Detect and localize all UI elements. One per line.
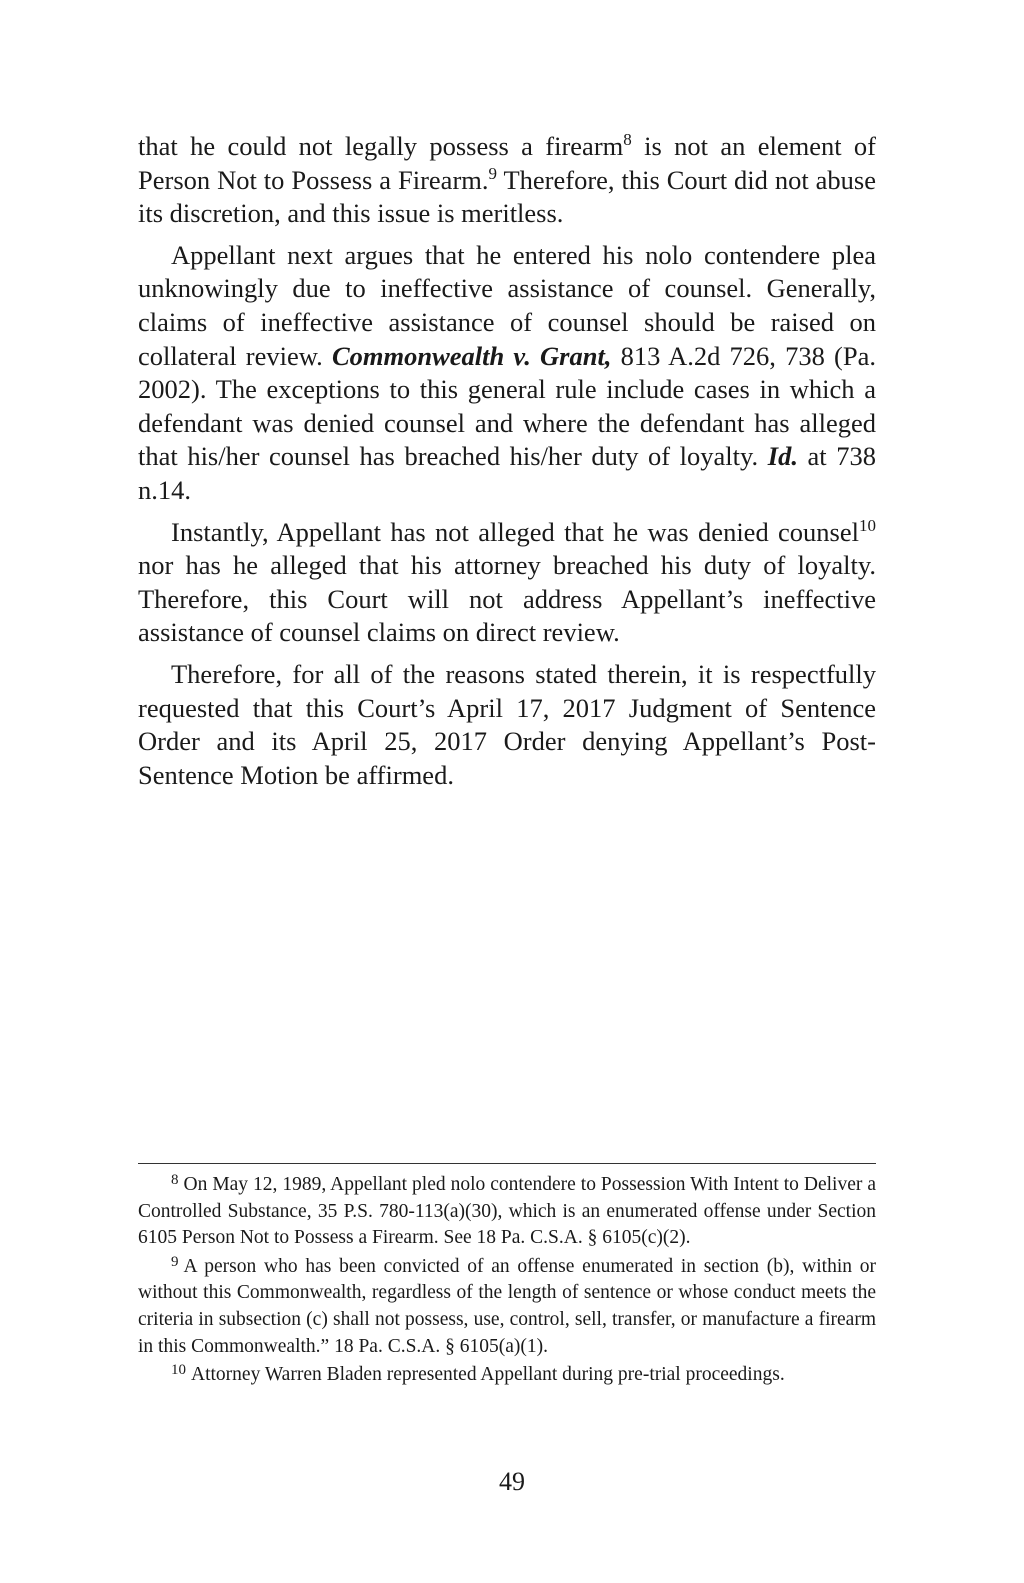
page-body xyxy=(138,130,876,800)
paragraph-ineffective-assistance xyxy=(138,239,876,508)
footnotes-section xyxy=(138,1163,876,1391)
footnote-divider xyxy=(138,1163,876,1164)
footnote-text: A person who has been convicted of an offense enumerated in section (b), within or without this Commonwealth, regardless of the length of sentence or whose conduct meets the criteria in subsection (c) shall not possess, use, control, sell, transfer, or manufacture a firearm in this Commonwealth.” 18 Pa. C.S.A. § 6105(a)(1). xyxy=(138,1255,876,1357)
paragraph-text: Instantly, Appellant has not alleged that he was denied counsel xyxy=(171,516,859,547)
paragraph-text: Therefore, this Court did not abuse its discretion, and this issue is meritless. xyxy=(138,164,876,229)
paragraph-text: nor has he alleged that his attorney breached his duty of loyalty. Therefore, this Court will not address Appellant’s ineffective assistance of counsel claims on direct review. xyxy=(138,550,876,648)
paragraph-conclusion: Therefore, for all of the reasons stated therein, it is respectfully requested that this Court’s April 17, 2017 Judgment of Sentence Order and its April 25, 2017 Order denying Appellant’s Post-Sentence Motion be affirmed. xyxy=(138,658,876,790)
footnote-ref-8[interactable]: 8 xyxy=(623,130,632,149)
footnote-marker: 9 xyxy=(171,1253,179,1270)
id-citation: Id. xyxy=(767,441,798,472)
paragraph-text: at 738 n.14. xyxy=(138,441,876,505)
footnote-10 xyxy=(138,1362,876,1389)
footnote-text: Attorney Warren Bladen represented Appellant during pre-trial proceedings. xyxy=(191,1364,785,1386)
footnote-marker: 8 xyxy=(171,1172,179,1188)
paragraph-firearm-element xyxy=(138,130,876,231)
paragraph-text: Appellant next argues that he entered his nolo contendere plea unknowingly due to ineffective assistance of counsel. Generally, claims of ineffective assistance of counsel should be raised on collateral review. xyxy=(138,239,876,371)
paragraph-text: is not an element of Person Not to Possess a Firearm. xyxy=(138,131,876,195)
paragraph-text: 813 A.2d 726, 738 (Pa. 2002). The exceptions to this general rule include cases in which a defendant was denied counsel and where the defendant has alleged that his/her counsel has breached his/her duty of loyalty. xyxy=(138,340,877,472)
footnote-ref-9[interactable]: 9 xyxy=(488,163,498,183)
footnote-8 xyxy=(138,1172,876,1252)
case-citation: Commonwealth v. Grant, xyxy=(331,340,612,371)
footnote-9 xyxy=(138,1254,876,1360)
footnote-marker: 10 xyxy=(171,1362,186,1379)
footnote-text: On May 12, 1989, Appellant pled nolo contendere to Possession With Intent to Deliver a Controlled Substance, 35 P.S. 780-113(a)(30), which is an enumerated offense under Section 6105 Person Not to Possess a Firearm. See 18 Pa. C.S.A. § 6105(c)(2). xyxy=(138,1174,876,1249)
paragraph-text: that he could not legally possess a firearm xyxy=(138,131,624,161)
paragraph-instantly xyxy=(138,516,876,650)
footnote-ref-10[interactable]: 10 xyxy=(859,515,876,535)
page-number: 49 xyxy=(499,1467,525,1496)
